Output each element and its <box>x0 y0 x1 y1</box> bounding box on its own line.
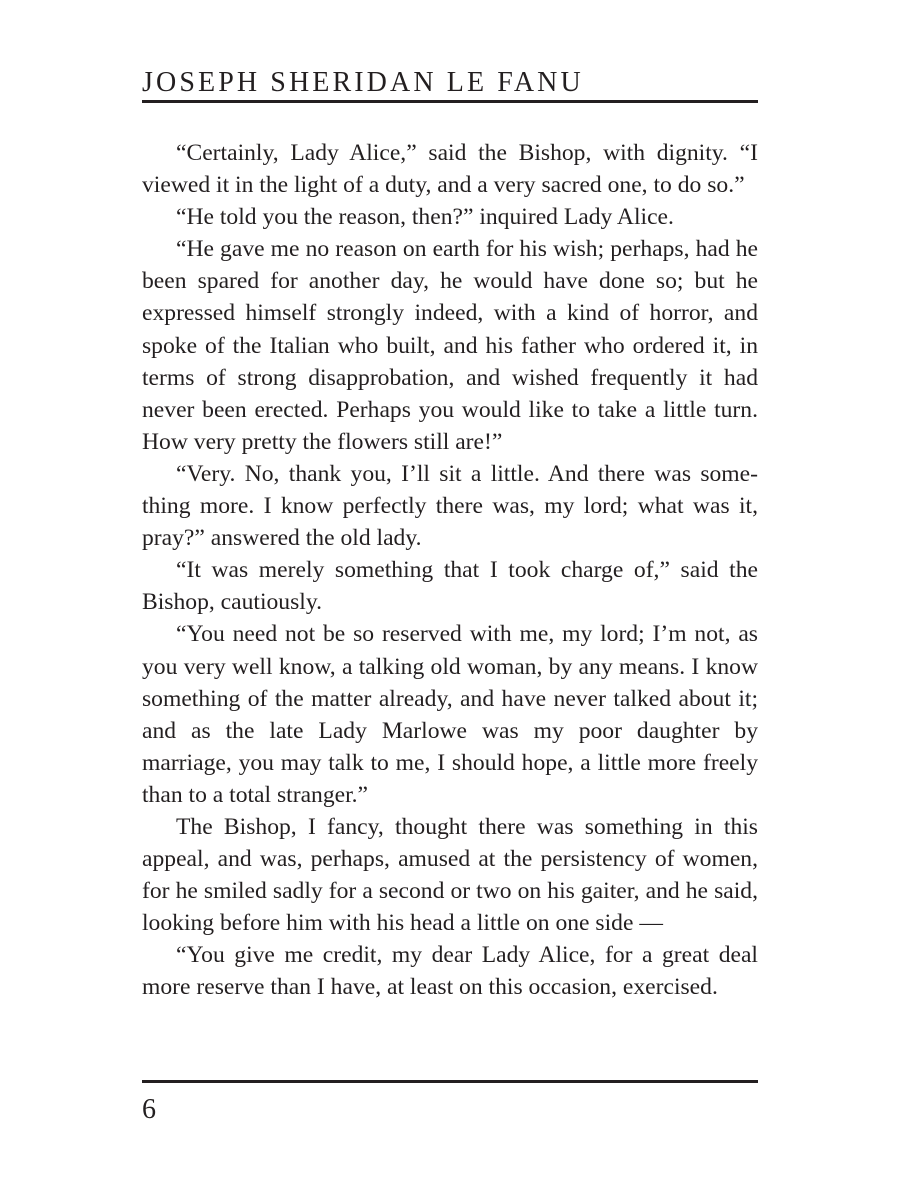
paragraph-3: “He gave me no reason on earth for his wish; perhaps, had he been spared for another day, he would have done so; but he expressed himself strongly indeed, with a kind of horror, and spoke of the Italian who built, and his father who ordered it, in terms of strong disapprobation, and wished frequently it had never been erected. Perhaps you would like to take a little turn. How very pretty the flowers still are!” <box>142 236 758 455</box>
page-number: 6 <box>142 1094 156 1125</box>
body-text <box>142 137 758 1004</box>
paragraph-1: “Certainly, Lady Alice,” said the Bishop, with dignity. “I viewed it in the light of a duty, and a very sacred one, to do so.” <box>142 140 758 199</box>
paragraph-4: “Very. No, thank you, I’ll sit a little. And there was something more. I know perfectly there was, my lord; what was it, pray?” answered the old lady. <box>142 460 758 552</box>
footer-rule <box>142 1080 758 1083</box>
paragraph-7: The Bishop, I fancy, thought there was something in this appeal, and was, perhaps, amused at the persistency of women, for he smiled sadly for a second or two on his gaiter, and he said, looking before him with his head a little on one side — <box>142 813 758 937</box>
paragraph-5: “It was merely something that I took charge of,” said the Bishop, cautiously. <box>142 557 758 616</box>
paragraph-8: “You give me credit, my dear Lady Alice, for a great deal more reserve than I have, at least on this occasion, exercised. <box>142 942 758 1001</box>
header-rule <box>142 100 758 103</box>
running-head: JOSEPH SHERIDAN LE FANU <box>142 67 584 98</box>
paragraph-6: “You need not be so reserved with me, my lord; I’m not, as you very well know, a talking old woman, by any means. I know something of the matter already, and have never talked about it; and as the late Lady Marlowe was my poor daughter by marriage, you may talk to me, I should hope, a little more freely than to a total stranger.” <box>142 621 758 808</box>
book-page <box>142 0 758 1200</box>
paragraph-2: “He told you the reason, then?” inquired Lady Alice. <box>176 204 674 231</box>
